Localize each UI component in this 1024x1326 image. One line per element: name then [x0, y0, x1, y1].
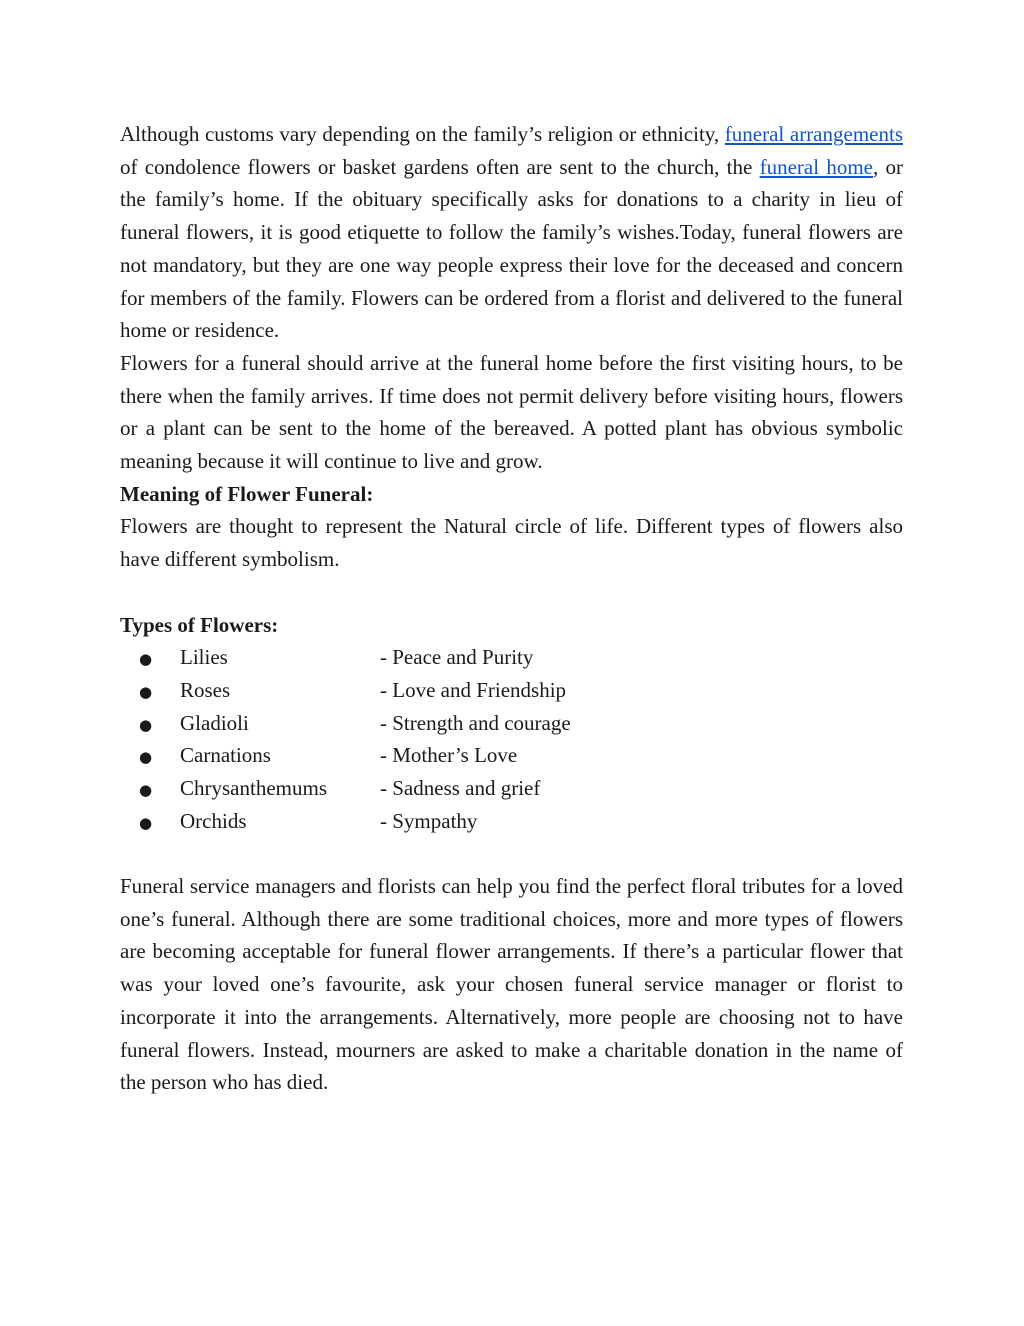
- list-item: [120, 641, 903, 674]
- list-item: [120, 707, 903, 740]
- list-item: [120, 772, 903, 805]
- meaning-paragraph: Flowers are thought to represent the Natural circle of life. Different types of flowers also have different symbolism.: [120, 514, 903, 572]
- intro-text-3: , or the family’s home. If the obituary specifically asks for donations to a charity in lieu of funeral flowers, it is good etiquette to follow the family’s wishes.Today, funeral flowers are not mandatory, but they are one way people express their love for the deceased and concern for members of the family. Flowers can be ordered from a florist and delivered to the funeral home or residence.: [120, 154, 903, 343]
- list-item: [120, 674, 903, 707]
- flower-list: [120, 641, 903, 837]
- flower-meaning: - Sympathy: [380, 808, 478, 833]
- flower-meaning: - Peace and Purity: [380, 645, 534, 670]
- flower-meaning: - Mother’s Love: [380, 743, 518, 768]
- bullet-icon: ●: [139, 682, 153, 701]
- bullet-icon: ●: [139, 748, 153, 767]
- funeral-home-link[interactable]: funeral home: [759, 154, 873, 179]
- flower-name: Chrysanthemums: [180, 775, 327, 800]
- flower-meaning: - Sadness and grief: [380, 775, 541, 800]
- blank-line: [120, 576, 903, 609]
- types-heading: Types of Flowers:: [120, 612, 279, 637]
- closing-paragraph: Funeral service managers and florists can help you find the perfect floral tributes for a loved one’s funeral. Although there are some traditional choices, more and more types of flowers are becoming acceptable for funeral flower arrangements. If there’s a particular flower that was your loved one’s favourite, ask your chosen funeral service manager or florist to incorporate it into the arrangements. Alternatively, more people are choosing not to have funeral flowers. Instead, mourners are asked to make a charitable donation in the name of the person who has died.: [120, 874, 903, 1095]
- blank-line: [120, 837, 903, 870]
- flower-name: Gladioli: [180, 710, 249, 735]
- bullet-icon: ●: [139, 650, 153, 669]
- bullet-icon: ●: [139, 715, 153, 734]
- document-page: [120, 118, 903, 1099]
- intro-paragraph: [120, 118, 903, 347]
- list-item: [120, 805, 903, 838]
- funeral-arrangements-link[interactable]: funeral arrangements: [724, 122, 903, 146]
- flower-name: Roses: [180, 677, 231, 702]
- flower-meaning: - Strength and courage: [380, 710, 571, 735]
- bullet-icon: ●: [139, 813, 153, 832]
- intro-text-2: of condolence flowers or basket gardens often are sent to the church, the: [120, 154, 760, 179]
- bullet-icon: ●: [139, 780, 153, 799]
- list-item: [120, 739, 903, 772]
- intro-text-1: Although customs vary depending on the family’s religion or ethnicity,: [120, 122, 725, 146]
- delivery-paragraph: Flowers for a funeral should arrive at the funeral home before the first visiting hours, to be there when the family arrives. If time does not permit delivery before visiting hours, flowers or a plant can be sent to the home of the bereaved. A potted plant has obvious symbolic meaning because it will continue to live and grow.: [120, 350, 903, 474]
- flower-meaning: - Love and Friendship: [380, 677, 567, 702]
- flower-name: Carnations: [180, 743, 271, 768]
- flower-name: Orchids: [180, 808, 247, 833]
- flower-name: Lilies: [180, 645, 228, 670]
- meaning-heading: Meaning of Flower Funeral:: [120, 481, 374, 506]
